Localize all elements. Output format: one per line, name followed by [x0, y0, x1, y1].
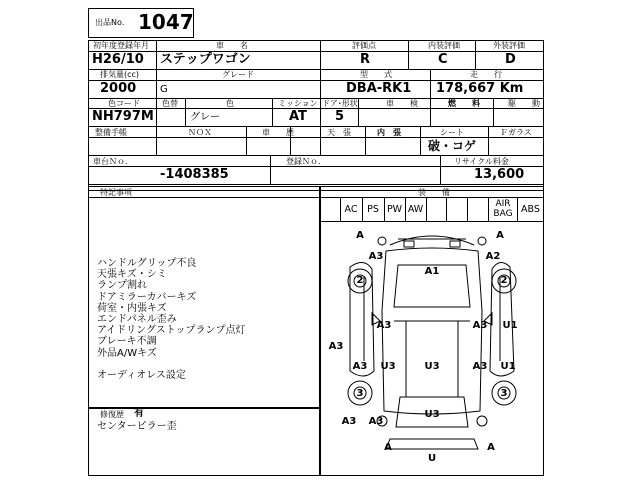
damage-mark: A3 [368, 416, 384, 427]
remark-item: 外品A/Wキズ [97, 347, 157, 359]
color-change-label: 色替 [162, 99, 178, 108]
first-reg-label: 初年度登録年月 [93, 41, 149, 50]
damage-mark: U3 [424, 361, 440, 372]
score-label: 評価点 [352, 41, 376, 50]
remarks-label: 特記事項 [100, 188, 132, 197]
equipment-label: 装 備 [418, 188, 450, 197]
glass-label: Ｆガラス [500, 128, 532, 137]
damage-mark: A3 [352, 361, 368, 372]
lot-number-label: 出品No． [95, 18, 130, 27]
remark-item: ハンドルグリップ不良 [97, 258, 197, 269]
remark-item: ランプ割れ [97, 280, 147, 292]
remark-item: 荷室・内張キズ [97, 302, 167, 314]
remark-item: ドアミラーカバーキズ [97, 291, 197, 303]
remark-item: ブレーキ不調 [97, 336, 157, 348]
nox-label: ＮＯＸ [188, 128, 212, 137]
mileage-value: 178,667 Km [436, 81, 524, 96]
transmission-value: AT [289, 109, 307, 124]
displacement-value: 2000 [100, 81, 137, 96]
damage-mark: A3 [376, 320, 392, 331]
damage-mark: U1 [502, 320, 518, 331]
color-code-label: 色コード [108, 99, 140, 108]
score-value: R [360, 52, 371, 67]
fuel-label: 燃 料 [448, 99, 480, 108]
damage-mark: A3 [341, 416, 357, 427]
doors-label: ドア･形状 [322, 99, 358, 108]
damage-mark: 3 [356, 388, 364, 399]
car-name-label: 車 名 [216, 41, 248, 50]
grade-label: グレード [222, 70, 254, 79]
damage-mark: 3 [500, 388, 508, 399]
doors-value: 5 [335, 109, 345, 124]
car-diagram [320, 221, 544, 476]
damage-mark: 2 [500, 275, 508, 286]
remark-item: 天張キズ・シミ [97, 269, 167, 281]
color-code-value: NH797M [92, 109, 154, 124]
reg-no-label: 登録Ｎｏ． [286, 157, 326, 166]
damage-mark: A [384, 442, 392, 453]
equipment-aw: AW [407, 204, 424, 215]
seat-label: シート [440, 128, 464, 137]
damage-mark: A3 [472, 320, 488, 331]
recycle-value: 13,600 [474, 167, 525, 182]
history-label: 車 歴 [262, 128, 294, 137]
first-reg-value: H26/10 [92, 52, 144, 67]
damage-mark: U [427, 453, 437, 464]
displacement-label: 排気量(cc) [100, 70, 140, 79]
damage-mark: U3 [424, 409, 440, 420]
equipment-ac: AC [344, 204, 358, 215]
exterior-label: 外装評価 [493, 41, 525, 50]
equipment-ps: PS [367, 204, 379, 215]
manual-label: 整備手帳 [95, 128, 127, 137]
model-value: DBA-RK1 [346, 81, 412, 96]
color-value: グレー [190, 112, 220, 123]
damage-mark: U3 [380, 361, 396, 372]
damage-mark: A3 [472, 361, 488, 372]
repair-note: センターピラー歪 [97, 421, 177, 432]
repair-label: 修復歴 [100, 410, 124, 419]
repair-value: 有 [134, 408, 144, 419]
car-name-value: ステップワゴン [160, 52, 251, 67]
damage-mark: A3 [328, 341, 344, 352]
damage-mark: A2 [485, 251, 501, 262]
damage-mark: A [487, 442, 495, 453]
grade-value: G [160, 84, 168, 95]
mileage-label: 走 行 [470, 70, 502, 79]
color-label: 色 [226, 99, 234, 108]
chassis-value: -1408385 [160, 167, 229, 182]
transmission-label: ミッション [278, 99, 318, 108]
interior-value: C [438, 52, 448, 67]
model-label: 型 式 [360, 70, 392, 79]
remark-item: オーディオレス設定 [97, 370, 186, 382]
damage-mark: A1 [424, 266, 440, 277]
interior-tear-label: 内 張 [377, 128, 401, 137]
recycle-label: リサイクル料金 [454, 157, 509, 166]
lot-number: 1047 [138, 10, 194, 34]
exterior-value: D [505, 52, 516, 67]
equipment-abs: ABS [521, 204, 540, 215]
equipment-airbag: AIR BAG [493, 199, 513, 219]
damage-mark: A [356, 230, 364, 241]
seat-value: 破・コゲ [428, 139, 477, 153]
damage-mark: A3 [368, 251, 384, 262]
remark-item [97, 359, 246, 370]
damage-mark: 2 [356, 275, 364, 286]
drive-label: 駆 動 [508, 99, 540, 108]
inspection-label: 車 検 [386, 99, 418, 108]
remark-item: エンドパネル歪み [97, 314, 177, 326]
remark-item: アイドリングストップランプ点灯 [97, 325, 246, 337]
interior-label: 内装評価 [428, 41, 460, 50]
remarks-list [97, 258, 246, 381]
damage-mark: U1 [500, 361, 516, 372]
roof-label: 天 張 [327, 128, 351, 137]
chassis-label: 車台Ｎｏ． [93, 157, 133, 166]
equipment-pw: PW [386, 204, 403, 215]
damage-mark: A [496, 230, 504, 241]
